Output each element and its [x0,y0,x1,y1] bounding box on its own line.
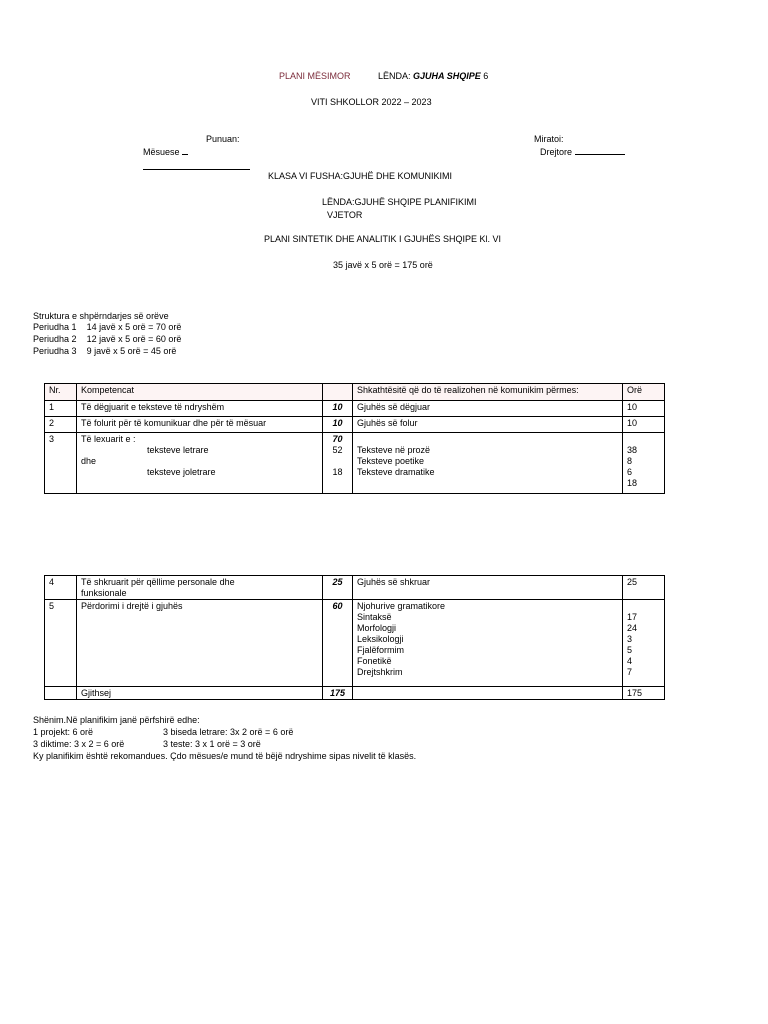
subject-heading [378,71,488,82]
table-row: 5 Përdorimi i drejtë i gjuhës 60 Njohurive gramatikore Sintaksë Morfologji Leksikologji Fjalëformim Fonetikë Drejtshkrim 17 24 3 5 4 7 [45,600,665,687]
period-2: Periudha 2 12 javë x 5 orë = 60 orë [33,334,182,344]
table-row: 2 Të folurit për të komunikuar dhe për të mësuar 10 Gjuhës së folur 10 [45,417,665,433]
note-tests: 3 teste: 3 x 1 orë = 3 orë [163,739,261,749]
structure-title: Struktura e shpërndarjes së orëve [33,311,169,321]
synthetic-plan-title: PLANI SINTETIK DHE ANALITIK I GJUHËS SHQIPE Kl. VI [264,234,502,244]
teacher-label: Mësuese [143,147,188,158]
director-label: Drejtore [540,147,625,158]
table-row: 1 Të dëgjuarit e teksteve të ndryshëm 10 Gjuhës së dëgjuar 10 [45,401,665,417]
subject-label: LËNDA: [378,71,411,81]
table-header-row [45,384,665,401]
header-nr: Nr. [45,384,77,401]
approved-label: Miratoi: [534,134,564,144]
class-field: KLASA VI FUSHA:GJUHË DHE KOMUNIKIMI [268,171,453,181]
header-skills: Shkathtësitë që do të realizohen në komunikim përmes: [353,384,623,401]
header-hours: Orë [623,384,665,401]
header-competences: Kompetencat [77,384,323,401]
note-intro: Shënim.Në planifikim janë përfshirë edhe: [33,715,200,725]
note-talks: 3 biseda letrare: 3x 2 orë = 6 orë [163,727,294,737]
subject-name: GJUHA SHQIPE [413,71,481,81]
header-blank [323,384,353,401]
period-3: Periudha 3 9 javë x 5 orë = 45 orë [33,346,177,356]
school-year: VITI SHKOLLOR 2022 – 2023 [311,97,432,107]
subject-plan-line1: LËNDA:GJUHË SHQIPE PLANIFIKIMI [322,197,477,207]
prepared-label: Punuan: [206,134,240,144]
table-row: 3 Të lexuarit e : teksteve letrare dhe teksteve joletrare 70 52 18 Tekstеve në prozë Teksteve poetike Teksteve dramatike 38 8 6 18 [45,433,665,494]
total-label: Gjithsej [77,687,323,700]
table-row: 4 Të shkruarit për qëllime personale dhe funksionale 25 Gjuhës së shkruar 25 [45,576,665,600]
note-project: 1 projekt: 6 orë [33,727,94,737]
period-1: Periudha 1 14 javë x 5 orë = 70 orë [33,322,182,332]
teacher-signature-line [143,169,250,170]
competences-table [44,383,665,494]
total-hours: 175 [623,687,665,700]
table-total-row [45,687,665,700]
subject-plan-line2: VJETOR [327,210,363,220]
plan-title: PLANI MËSIMOR [279,71,351,81]
weeks-hours: 35 javë x 5 orë = 175 orë [333,260,433,270]
competences-table-continued [44,575,665,700]
grade: 6 [483,71,489,81]
total-num: 175 [323,687,353,700]
note-dictation: 3 diktime: 3 x 2 = 6 orë [33,739,125,749]
note-recommendation: Ky planifikim është rekomandues. Çdo mësues/e mund të bëjë ndryshime sipas nivelit të klasës. [33,751,417,761]
